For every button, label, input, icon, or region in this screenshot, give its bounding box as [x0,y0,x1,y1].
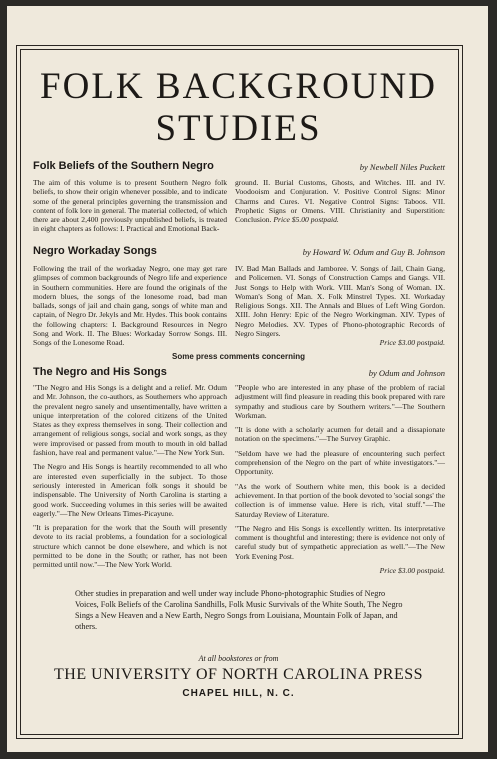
book-title-folk-beliefs: Folk Beliefs of the Southern Negro [33,160,214,172]
book-price-negro-songs: Price $3.00 postpaid. [379,566,445,576]
book-description-right-folk-beliefs: ground. II. Burial Customs, Ghosts, and Witches. III. and IV. Voodooism and Conjuration. V. Positive Control Signs: Minor Charms and Cures. VI. Negative Control Signs: Taboos. VII. Prophetic Signs or Omens. VIII. Christianity and Superstition: Conclusion. Price $5.00 postpaid. [235,178,445,225]
publisher-name: THE UNIVERSITY OF NORTH CAROLINA PRESS [53,666,424,683]
book-title-negro-songs: The Negro and His Songs [33,366,167,378]
book-author-workaday-songs: by Howard W. Odum and Guy B. Johnson [302,247,445,257]
quote-survey-graphic: "It is done with a scholarly acumen for detail and a dissapionate notation on the specimens."—The Survey Graphic. [235,425,445,444]
quote-ny-sun: "The Negro and His Songs is a delight and a relief. Mr. Odum and Mr. Johnson, the co-authors, as Southerners who approach the prevalent negro sanely and unsentimentally, have written a unique interpretation of the colored citizens of the United States as they express themselves in song. Their collection and arrangement of religious songs, social and work songs, as they were improvised or passed from mouth to mouth in old ballad fashion, have real and permanent value."—The New York Sun. [33,383,227,458]
publisher-city: CHAPEL HILL, N. C. [182,688,295,699]
quote-times-picayune: The Negro and His Songs is heartily recommended to all who are interested even superficially in the subject. To those seriously interested in American folk songs it should be indispensable. The University of North Carolina is starting a good work. Succeeding volumes in this series will be awaited eagerly."—The New Orleans Times-Picayune. [33,462,227,518]
book-author-folk-beliefs: by Newbell Niles Puckett [359,162,445,172]
bookstores-line: At all bookstores or from [198,654,279,663]
quote-ny-world: "It is preparation for the work that the South will presently devote to its racial problems, a foundation for a sociological structure which cannot be done elsewhere, and which is not permitted to be done in the South; or rather, has not been permitted until now."—The New York World. [33,523,227,570]
quote-opportunity: "Seldom have we had the pleasure of encountering such perfect comprehension of the Negro on the part of white investigators."—Opportunity. [235,448,445,477]
book-description-right-workaday-songs: IV. Bad Man Ballads and Jamboree. V. Songs of Jail, Chain Gang, and Policemen. VI. Songs of Construction Camps and Gangs. VII. Just Songs to Help with Work. VIII. Man's Song of Woman. IX. Woman's Song of Man. X. Folk Minstrel Types. XI. Workaday Religious Songs. XII. The Annals and Blues of Left Wing Gordon. XIII. John Henry: Epic of the Negro Workingman. XIV. Types of Negro Melodies. XV. Types of Phono-photographic Records of Negro Singers. Price $3.00 postpaid. [235,264,445,348]
book-title-workaday-songs: Negro Workaday Songs [33,245,157,257]
press-quotes-right [235,383,445,575]
quote-evening-post: "The Negro and His Songs is excellently written. Its interpretative comment is thoughtful and interesting; there is evidence not only of careful study but of sympathetic appreciation as well."—The New York Evening Post. [235,523,445,561]
book-price-folk-beliefs: Price $5.00 postpaid. [273,215,339,225]
book-author-negro-songs: by Odum and Johnson [368,368,445,378]
book-description-left-folk-beliefs: The aim of this volume is to present Southern Negro folk beliefs, to show their origin whenever possible, and to indicate some of the general principles governing the transmission and content of folk lore in general. The material collected, of which there are about 2,400 previously unpublished beliefs, is treated in eight chapters as follows: I. Practical and Emotional Back- [33,178,227,234]
other-studies-note: Other studies in preparation and well under way include Phono-photographic Studies of Negro Voices, Folk Beliefs of the Carolina Sandhills, Folk Music Survivals of the White South, The Negro Sings a New Heaven and a New Earth, Negro Songs from Louisiana, Mountain Folk of Japan, and others. [75,589,403,631]
quote-southern-workman: "People who are interested in any phase of the problem of racial adjustment will find pleasure in reading this book prepared with rare sympathy and studious care by Southern writers."—The Southern Workman. [235,383,445,420]
book-price-workaday-songs: Price $3.00 postpaid. [379,338,445,348]
title-line-2: STUDIES [155,108,322,149]
press-quotes-left [33,383,227,575]
title-line-1: FOLK BACKGROUND [40,66,437,107]
quote-saturday-review: "As the work of Southern white men, this book is a decided achievement. In that portion of the book devoted to 'social songs' the collection is of immense value. Here is rich, vital stuff."—The Saturday Review of Literature. [235,481,445,519]
press-comments-heading: Some press comments concerning [172,352,305,361]
book-description-left-workaday-songs: Following the trail of the workaday Negro, one may get rare glimpses of common backgrounds of Negro life and experience in Southern communities. Here are found the originals of the modern blues, the songs of the lonesome road, bad man ballads, songs of jail and chain gang, songs of white man and captain, of Negro Dr. Jekyls and Mr. Hydes. This book contains the following chapters: I. Background Resources in Negro Song and Work. II. The Blues: Workaday Sorrow Songs. III. Songs of the Lonesome Road. [33,264,227,348]
